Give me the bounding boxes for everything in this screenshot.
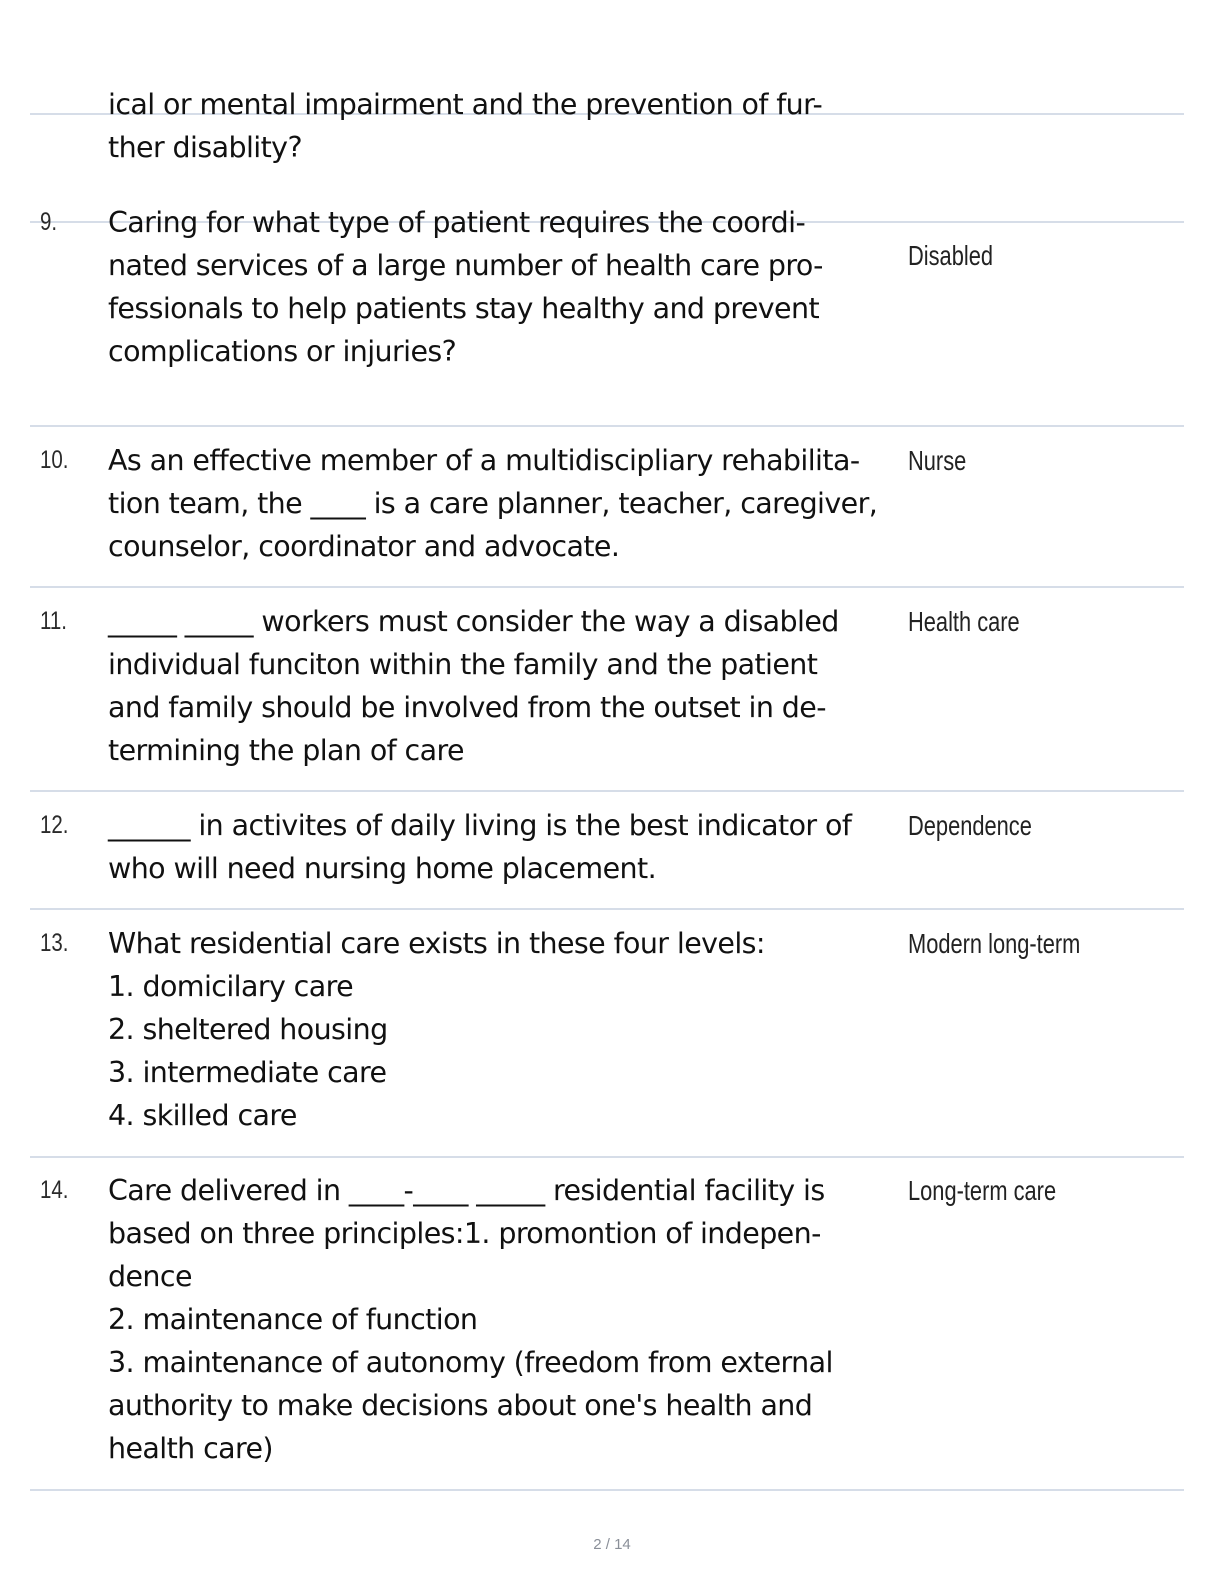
- answer-text: Nurse: [908, 445, 967, 476]
- row-divider: [30, 790, 1184, 792]
- question-text: ical or mental impairment and the prevention of fur- ther disablity?: [108, 88, 823, 164]
- question-number: 11.: [40, 607, 67, 635]
- question-text: As an effective member of a multidiscipliary rehabilita- tion team, the ____ is a care planner, teacher, caregiver, counselor, coordinator and advocate.: [108, 444, 878, 563]
- row-divider: [30, 586, 1184, 588]
- question-number: 13.: [40, 929, 69, 957]
- question-number: 14.: [40, 1176, 69, 1204]
- question-text: What residential care exists in these four levels: 1. domicilary care 2. sheltered housing 3. intermediate care 4. skilled care: [108, 927, 765, 1132]
- question-text: _____ _____ workers must consider the way a disabled individual funciton within the family and the patient and family should be involved from the outset in de- termining the plan of care: [108, 605, 839, 767]
- question-number: 10.: [40, 446, 69, 474]
- answer-text: Modern long-term: [908, 928, 1081, 959]
- row-divider: [30, 1489, 1184, 1491]
- answer-text: Long-term care: [908, 1175, 1057, 1206]
- question-text: Caring for what type of patient requires the coordi- nated services of a large number of health care pro- fessionals to help patients stay healthy and prevent complications or injuries?: [108, 206, 823, 368]
- row-divider: [30, 1156, 1184, 1158]
- row-divider: [30, 908, 1184, 910]
- question-text: ______ in activites of daily living is the best indicator of who will need nursing home placement.: [108, 809, 852, 885]
- question-text: Care delivered in ____-____ _____ residential facility is based on three principles:1. promontion of indepen- dence 2. maintenance of function 3. maintenance of autonomy (freedom from external authority to make decisions about one's health and health care): [108, 1174, 833, 1465]
- answer-text: Health care: [908, 606, 1020, 637]
- row-divider: [30, 425, 1184, 427]
- answer-text: Disabled: [908, 240, 993, 271]
- question-number: 12.: [40, 811, 69, 839]
- answer-text: Dependence: [908, 810, 1032, 841]
- page-indicator: 2 / 14: [593, 1536, 631, 1553]
- question-number: 9.: [40, 208, 58, 236]
